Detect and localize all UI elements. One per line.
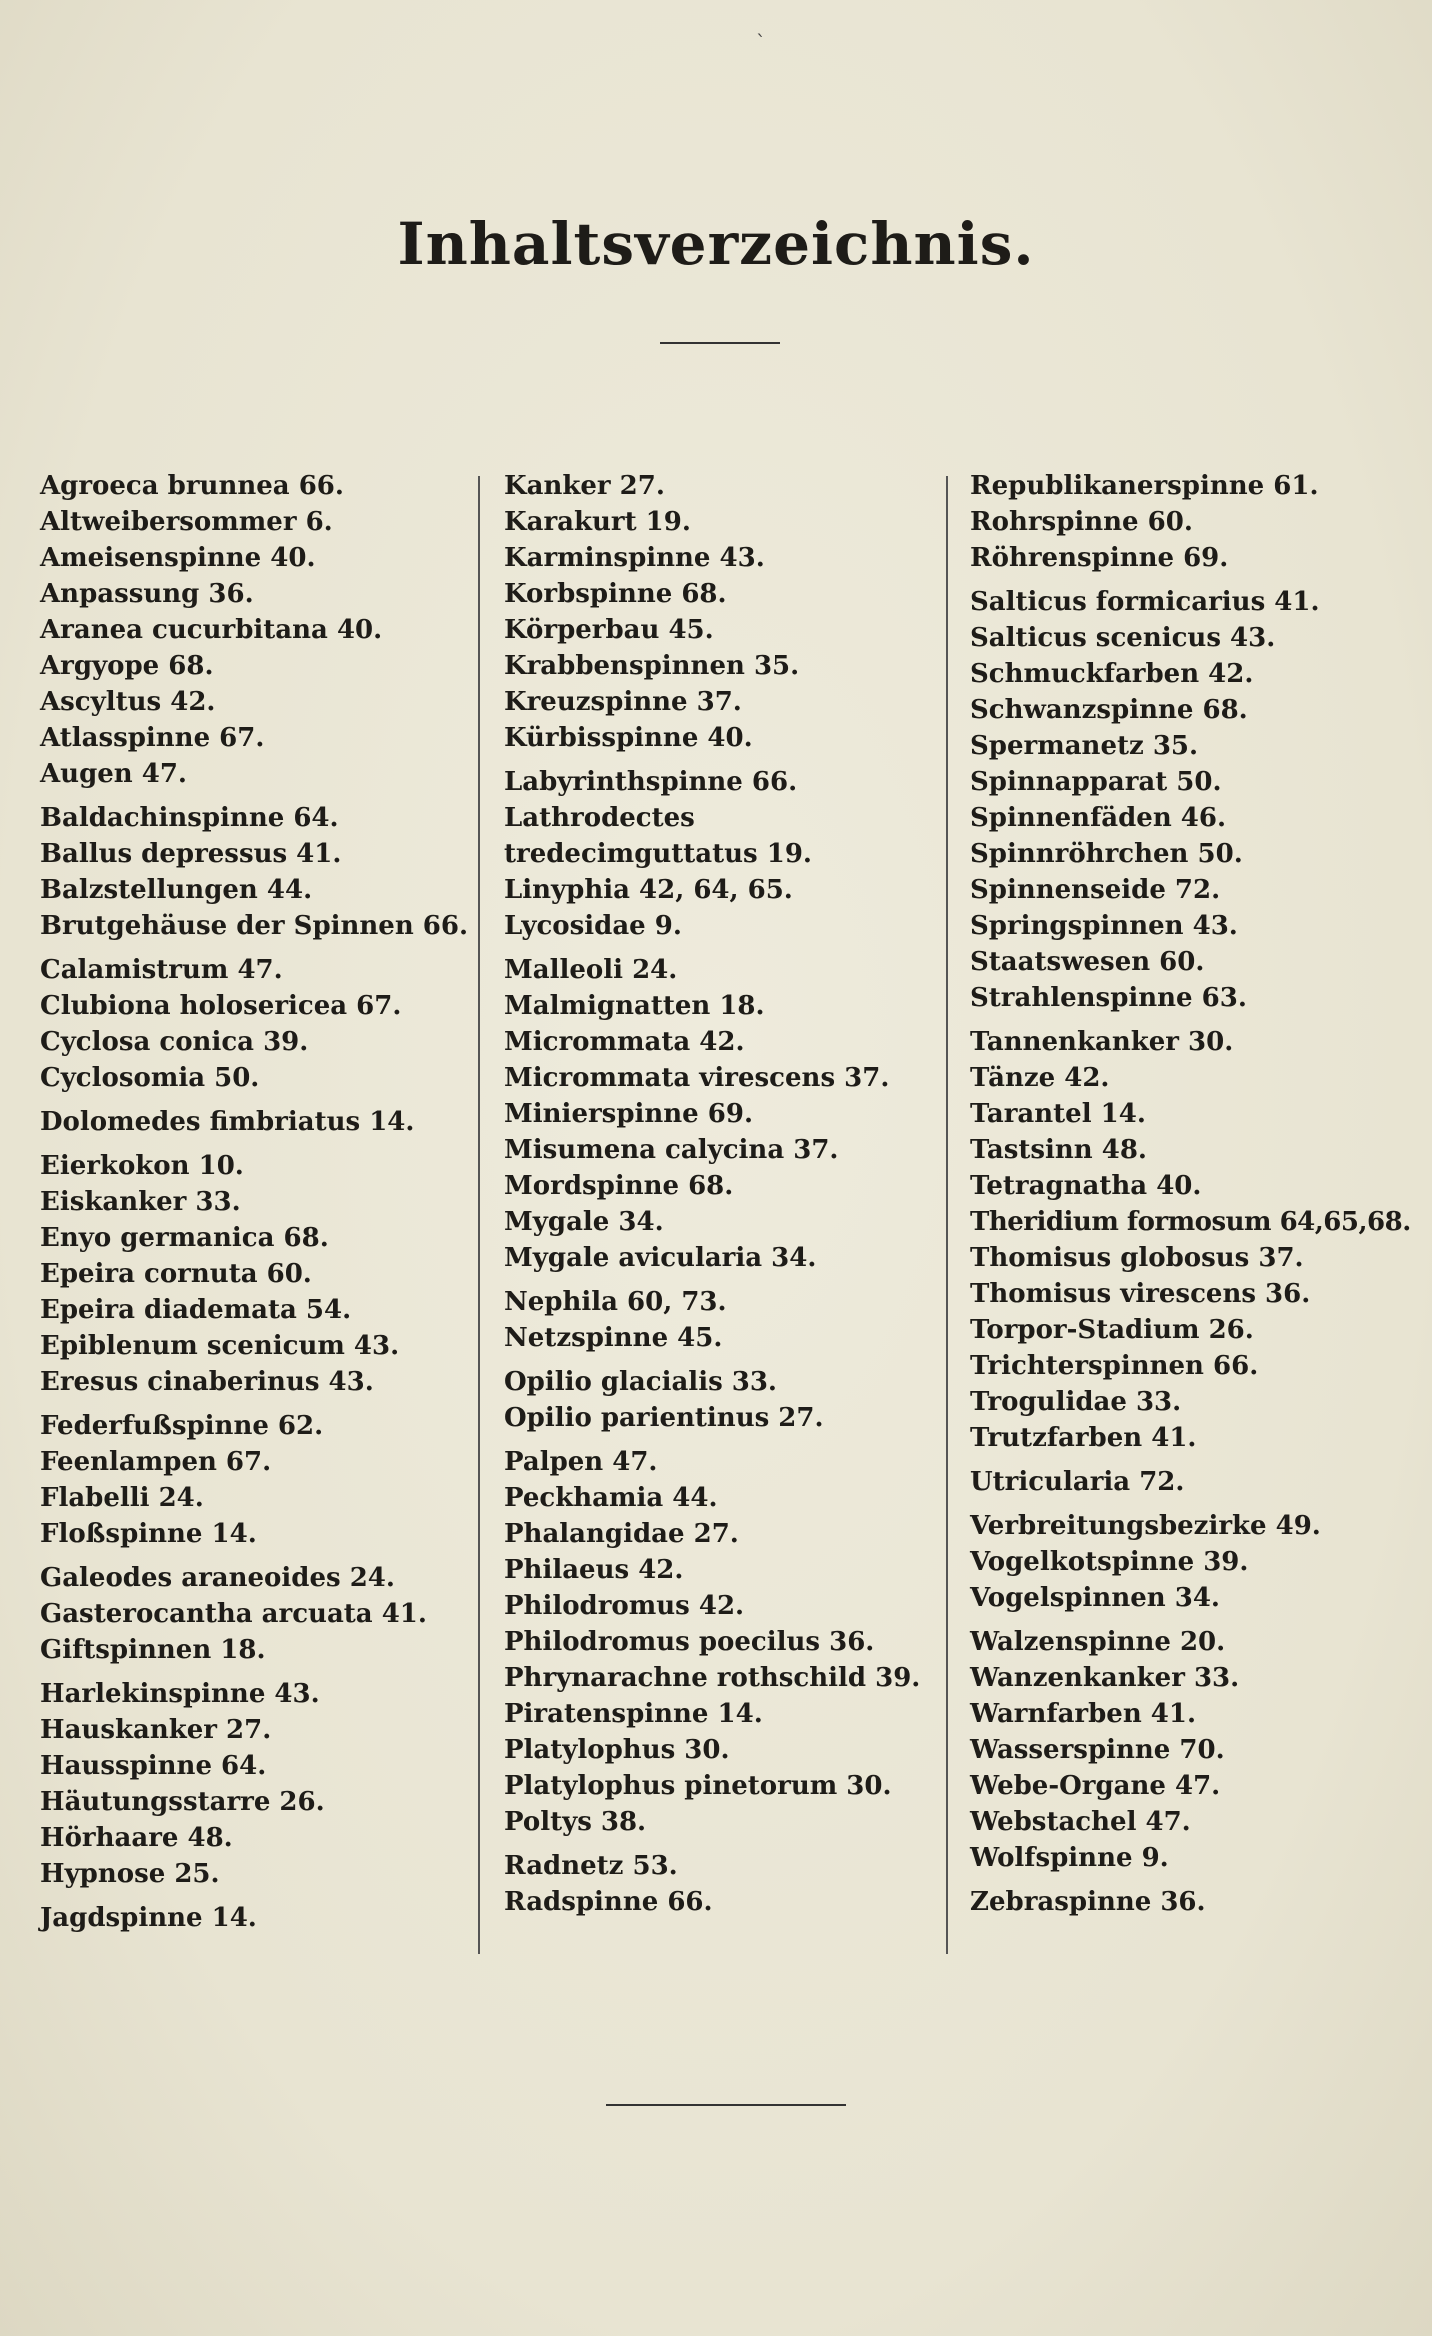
index-entry: Schwanzspinne 68. bbox=[970, 695, 1248, 725]
index-entry: Baldachinspinne 64. bbox=[40, 803, 339, 833]
index-entry: Balzstellungen 44. bbox=[40, 875, 313, 905]
index-entry: Wolfspinne 9. bbox=[970, 1843, 1169, 1873]
index-group-m bbox=[504, 952, 949, 1276]
index-entry: Floßspinne 14. bbox=[40, 1519, 257, 1549]
index-entry: Brutgehäuse der Spinnen 66. bbox=[40, 911, 469, 941]
index-entry: Anpassung 36. bbox=[40, 579, 254, 609]
index-entry: Tannenkanker 30. bbox=[970, 1027, 1234, 1057]
index-group-c bbox=[40, 952, 480, 1096]
index-entry: Micrommata virescens 37. bbox=[504, 1063, 890, 1093]
index-group-r bbox=[504, 1848, 949, 1920]
index-entry: Thomisus virescens 36. bbox=[970, 1279, 1311, 1309]
index-entry: Spinnenfäden 46. bbox=[970, 803, 1227, 833]
index-group-w bbox=[970, 1624, 1415, 1876]
index-entry: Torpor-Stadium 26. bbox=[970, 1315, 1254, 1345]
index-entry: Clubiona holosericea 67. bbox=[40, 991, 402, 1021]
index-entry: Walzenspinne 20. bbox=[970, 1627, 1226, 1657]
index-entry: Tarantel 14. bbox=[970, 1099, 1146, 1129]
index-entry: Strahlenspinne 63. bbox=[970, 983, 1247, 1013]
index-entry: Agroeca brunnea 66. bbox=[40, 471, 344, 501]
index-group-l bbox=[504, 764, 949, 944]
index-entry: Misumena calycina 37. bbox=[504, 1135, 839, 1165]
index-entry: Spinnenseide 72. bbox=[970, 875, 1221, 905]
index-entry: Calamistrum 47. bbox=[40, 955, 283, 985]
index-entry: Opilio glacialis 33. bbox=[504, 1367, 777, 1397]
index-entry: Radnetz 53. bbox=[504, 1851, 678, 1881]
index-entry: Nephila 60, 73. bbox=[504, 1287, 727, 1317]
index-entry: Salticus scenicus 43. bbox=[970, 623, 1276, 653]
index-entry: Trichterspinnen 66. bbox=[970, 1351, 1259, 1381]
index-entry: Warnfarben 41. bbox=[970, 1699, 1197, 1729]
index-entry: Springspinnen 43. bbox=[970, 911, 1238, 941]
index-group-p bbox=[504, 1444, 949, 1840]
index-entry: Labyrinthspinne 66. bbox=[504, 767, 798, 797]
index-entry: Staatswesen 60. bbox=[970, 947, 1205, 977]
index-group-r2 bbox=[970, 468, 1415, 576]
index-entry: Thomisus globosus 37. bbox=[970, 1243, 1304, 1273]
index-entry: Giftspinnen 18. bbox=[40, 1635, 266, 1665]
page-title: Inhaltsverzeichnis. bbox=[397, 210, 1035, 278]
index-entry: Mygale 34. bbox=[504, 1207, 664, 1237]
index-entry: Vogelspinnen 34. bbox=[970, 1583, 1220, 1613]
index-entry: Karminspinne 43. bbox=[504, 543, 765, 573]
index-entry: Mygale avicularia 34. bbox=[504, 1243, 817, 1273]
index-entry: Philaeus 42. bbox=[504, 1555, 684, 1585]
index-group-e bbox=[40, 1148, 480, 1400]
index-entry: Aranea cucurbitana 40. bbox=[40, 615, 383, 645]
index-entry: Lycosidae 9. bbox=[504, 911, 682, 941]
index-entry: Hörhaare 48. bbox=[40, 1823, 233, 1853]
index-entry: Utricularia 72. bbox=[970, 1467, 1185, 1497]
index-entry: Schmuckfarben 42. bbox=[970, 659, 1254, 689]
index-group-g bbox=[40, 1560, 480, 1668]
index-entry: Häutungsstarre 26. bbox=[40, 1787, 325, 1817]
index-entry: Netzspinne 45. bbox=[504, 1323, 723, 1353]
index-group-u bbox=[970, 1464, 1415, 1500]
closing-rule bbox=[606, 2104, 846, 2106]
index-entry: Kanker 27. bbox=[504, 471, 665, 501]
index-entry: Eresus cinaberinus 43. bbox=[40, 1367, 374, 1397]
index-entry: Argyope 68. bbox=[40, 651, 214, 681]
index-entry: Jagdspinne 14. bbox=[40, 1903, 257, 1933]
index-entry: Malmignatten 18. bbox=[504, 991, 765, 1021]
index-entry: Theridium formosum 64,65,68. bbox=[970, 1207, 1411, 1237]
index-entry: Trutzfarben 41. bbox=[970, 1423, 1197, 1453]
index-entry: Ascyltus 42. bbox=[40, 687, 216, 717]
index-group-v bbox=[970, 1508, 1415, 1616]
index-entry: Tänze 42. bbox=[970, 1063, 1110, 1093]
index-entry: Phrynarachne rothschild 39. bbox=[504, 1663, 921, 1693]
index-entry: Spermanetz 35. bbox=[970, 731, 1199, 761]
index-entry: Augen 47. bbox=[40, 759, 187, 789]
ink-speck: ` bbox=[756, 30, 766, 54]
index-entry: Radspinne 66. bbox=[504, 1887, 713, 1917]
index-group-a bbox=[40, 468, 480, 792]
index-entry: Linyphia 42, 64, 65. bbox=[504, 875, 793, 905]
index-group-d bbox=[40, 1104, 480, 1140]
index-column-3 bbox=[970, 468, 1415, 1928]
index-entry: Wanzenkanker 33. bbox=[970, 1663, 1240, 1693]
index-entry: Peckhamia 44. bbox=[504, 1483, 718, 1513]
index-entry: Spinnapparat 50. bbox=[970, 767, 1222, 797]
index-entry: Kürbisspinne 40. bbox=[504, 723, 753, 753]
index-entry: Opilio parientinus 27. bbox=[504, 1403, 824, 1433]
index-entry: Korbspinne 68. bbox=[504, 579, 727, 609]
index-entry: Körperbau 45. bbox=[504, 615, 714, 645]
index-entry: Tetragnatha 40. bbox=[970, 1171, 1202, 1201]
index-entry: Tastsinn 48. bbox=[970, 1135, 1147, 1165]
index-entry: Kreuzspinne 37. bbox=[504, 687, 742, 717]
index-entry: Phalangidae 27. bbox=[504, 1519, 739, 1549]
index-entry: Epeira cornuta 60. bbox=[40, 1259, 312, 1289]
index-entry: Enyo germanica 68. bbox=[40, 1223, 329, 1253]
index-entry: Zebraspinne 36. bbox=[970, 1887, 1206, 1917]
index-group-h bbox=[40, 1676, 480, 1892]
index-entry: Rohrspinne 60. bbox=[970, 507, 1193, 537]
index-entry: Philodromus poecilus 36. bbox=[504, 1627, 875, 1657]
index-column-2 bbox=[504, 468, 949, 1928]
index-entry: Röhrenspinne 69. bbox=[970, 543, 1229, 573]
index-entry: Poltys 38. bbox=[504, 1807, 647, 1837]
index-entry: Ballus depressus 41. bbox=[40, 839, 342, 869]
index-entry: Webe-Organe 47. bbox=[970, 1771, 1221, 1801]
index-entry: Micrommata 42. bbox=[504, 1027, 745, 1057]
index-entry: Eiskanker 33. bbox=[40, 1187, 241, 1217]
index-entry: Trogulidae 33. bbox=[970, 1387, 1182, 1417]
index-entry: Philodromus 42. bbox=[504, 1591, 745, 1621]
index-entry: Gasterocantha arcuata 41. bbox=[40, 1599, 427, 1629]
title-rule bbox=[660, 342, 780, 344]
index-entry: Malleoli 24. bbox=[504, 955, 678, 985]
index-entry: Dolomedes fimbriatus 14. bbox=[40, 1107, 415, 1137]
index-entry: Epeira diademata 54. bbox=[40, 1295, 352, 1325]
index-group-n bbox=[504, 1284, 949, 1356]
index-entry: Platylophus 30. bbox=[504, 1735, 730, 1765]
index-entry: Piratenspinne 14. bbox=[504, 1699, 763, 1729]
index-entry: Flabelli 24. bbox=[40, 1483, 204, 1513]
index-group-j bbox=[40, 1900, 480, 1936]
index-entry: Platylophus pinetorum 30. bbox=[504, 1771, 892, 1801]
index-column-1 bbox=[40, 468, 480, 1944]
index-group-t bbox=[970, 1024, 1415, 1456]
index-group-k bbox=[504, 468, 949, 756]
index-entry: Hausspinne 64. bbox=[40, 1751, 267, 1781]
index-group-o bbox=[504, 1364, 949, 1436]
index-entry: Galeodes araneoides 24. bbox=[40, 1563, 395, 1593]
index-entry: Lathrodectes tredecimguttatus 19. bbox=[504, 803, 812, 869]
index-entry: Krabbenspinnen 35. bbox=[504, 651, 800, 681]
index-entry: Hauskanker 27. bbox=[40, 1715, 272, 1745]
index-entry: Vogelkotspinne 39. bbox=[970, 1547, 1249, 1577]
index-entry: Palpen 47. bbox=[504, 1447, 658, 1477]
index-entry: Eierkokon 10. bbox=[40, 1151, 244, 1181]
index-entry: Verbreitungsbezirke 49. bbox=[970, 1511, 1321, 1541]
index-entry: Federfußspinne 62. bbox=[40, 1411, 324, 1441]
index-entry: Altweibersommer 6. bbox=[40, 507, 333, 537]
index-entry: Wasserspinne 70. bbox=[970, 1735, 1225, 1765]
index-entry: Ameisenspinne 40. bbox=[40, 543, 316, 573]
index-entry: Feenlampen 67. bbox=[40, 1447, 272, 1477]
index-entry: Cyclosomia 50. bbox=[40, 1063, 260, 1093]
index-entry: Karakurt 19. bbox=[504, 507, 691, 537]
index-entry: Minierspinne 69. bbox=[504, 1099, 754, 1129]
index-entry: Republikanerspinne 61. bbox=[970, 471, 1319, 501]
index-entry: Hypnose 25. bbox=[40, 1859, 220, 1889]
index-group-b bbox=[40, 800, 480, 944]
index-entry: Spinnröhrchen 50. bbox=[970, 839, 1243, 869]
index-group-z bbox=[970, 1884, 1415, 1920]
index-entry: Harlekinspinne 43. bbox=[40, 1679, 320, 1709]
index-entry: Cyclosa conica 39. bbox=[40, 1027, 309, 1057]
index-entry: Mordspinne 68. bbox=[504, 1171, 734, 1201]
index-entry: Salticus formicarius 41. bbox=[970, 587, 1320, 617]
index-entry: Atlasspinne 67. bbox=[40, 723, 265, 753]
index-group-f bbox=[40, 1408, 480, 1552]
index-group-s bbox=[970, 584, 1415, 1016]
index-entry: Epiblenum scenicum 43. bbox=[40, 1331, 400, 1361]
index-entry: Webstachel 47. bbox=[970, 1807, 1191, 1837]
